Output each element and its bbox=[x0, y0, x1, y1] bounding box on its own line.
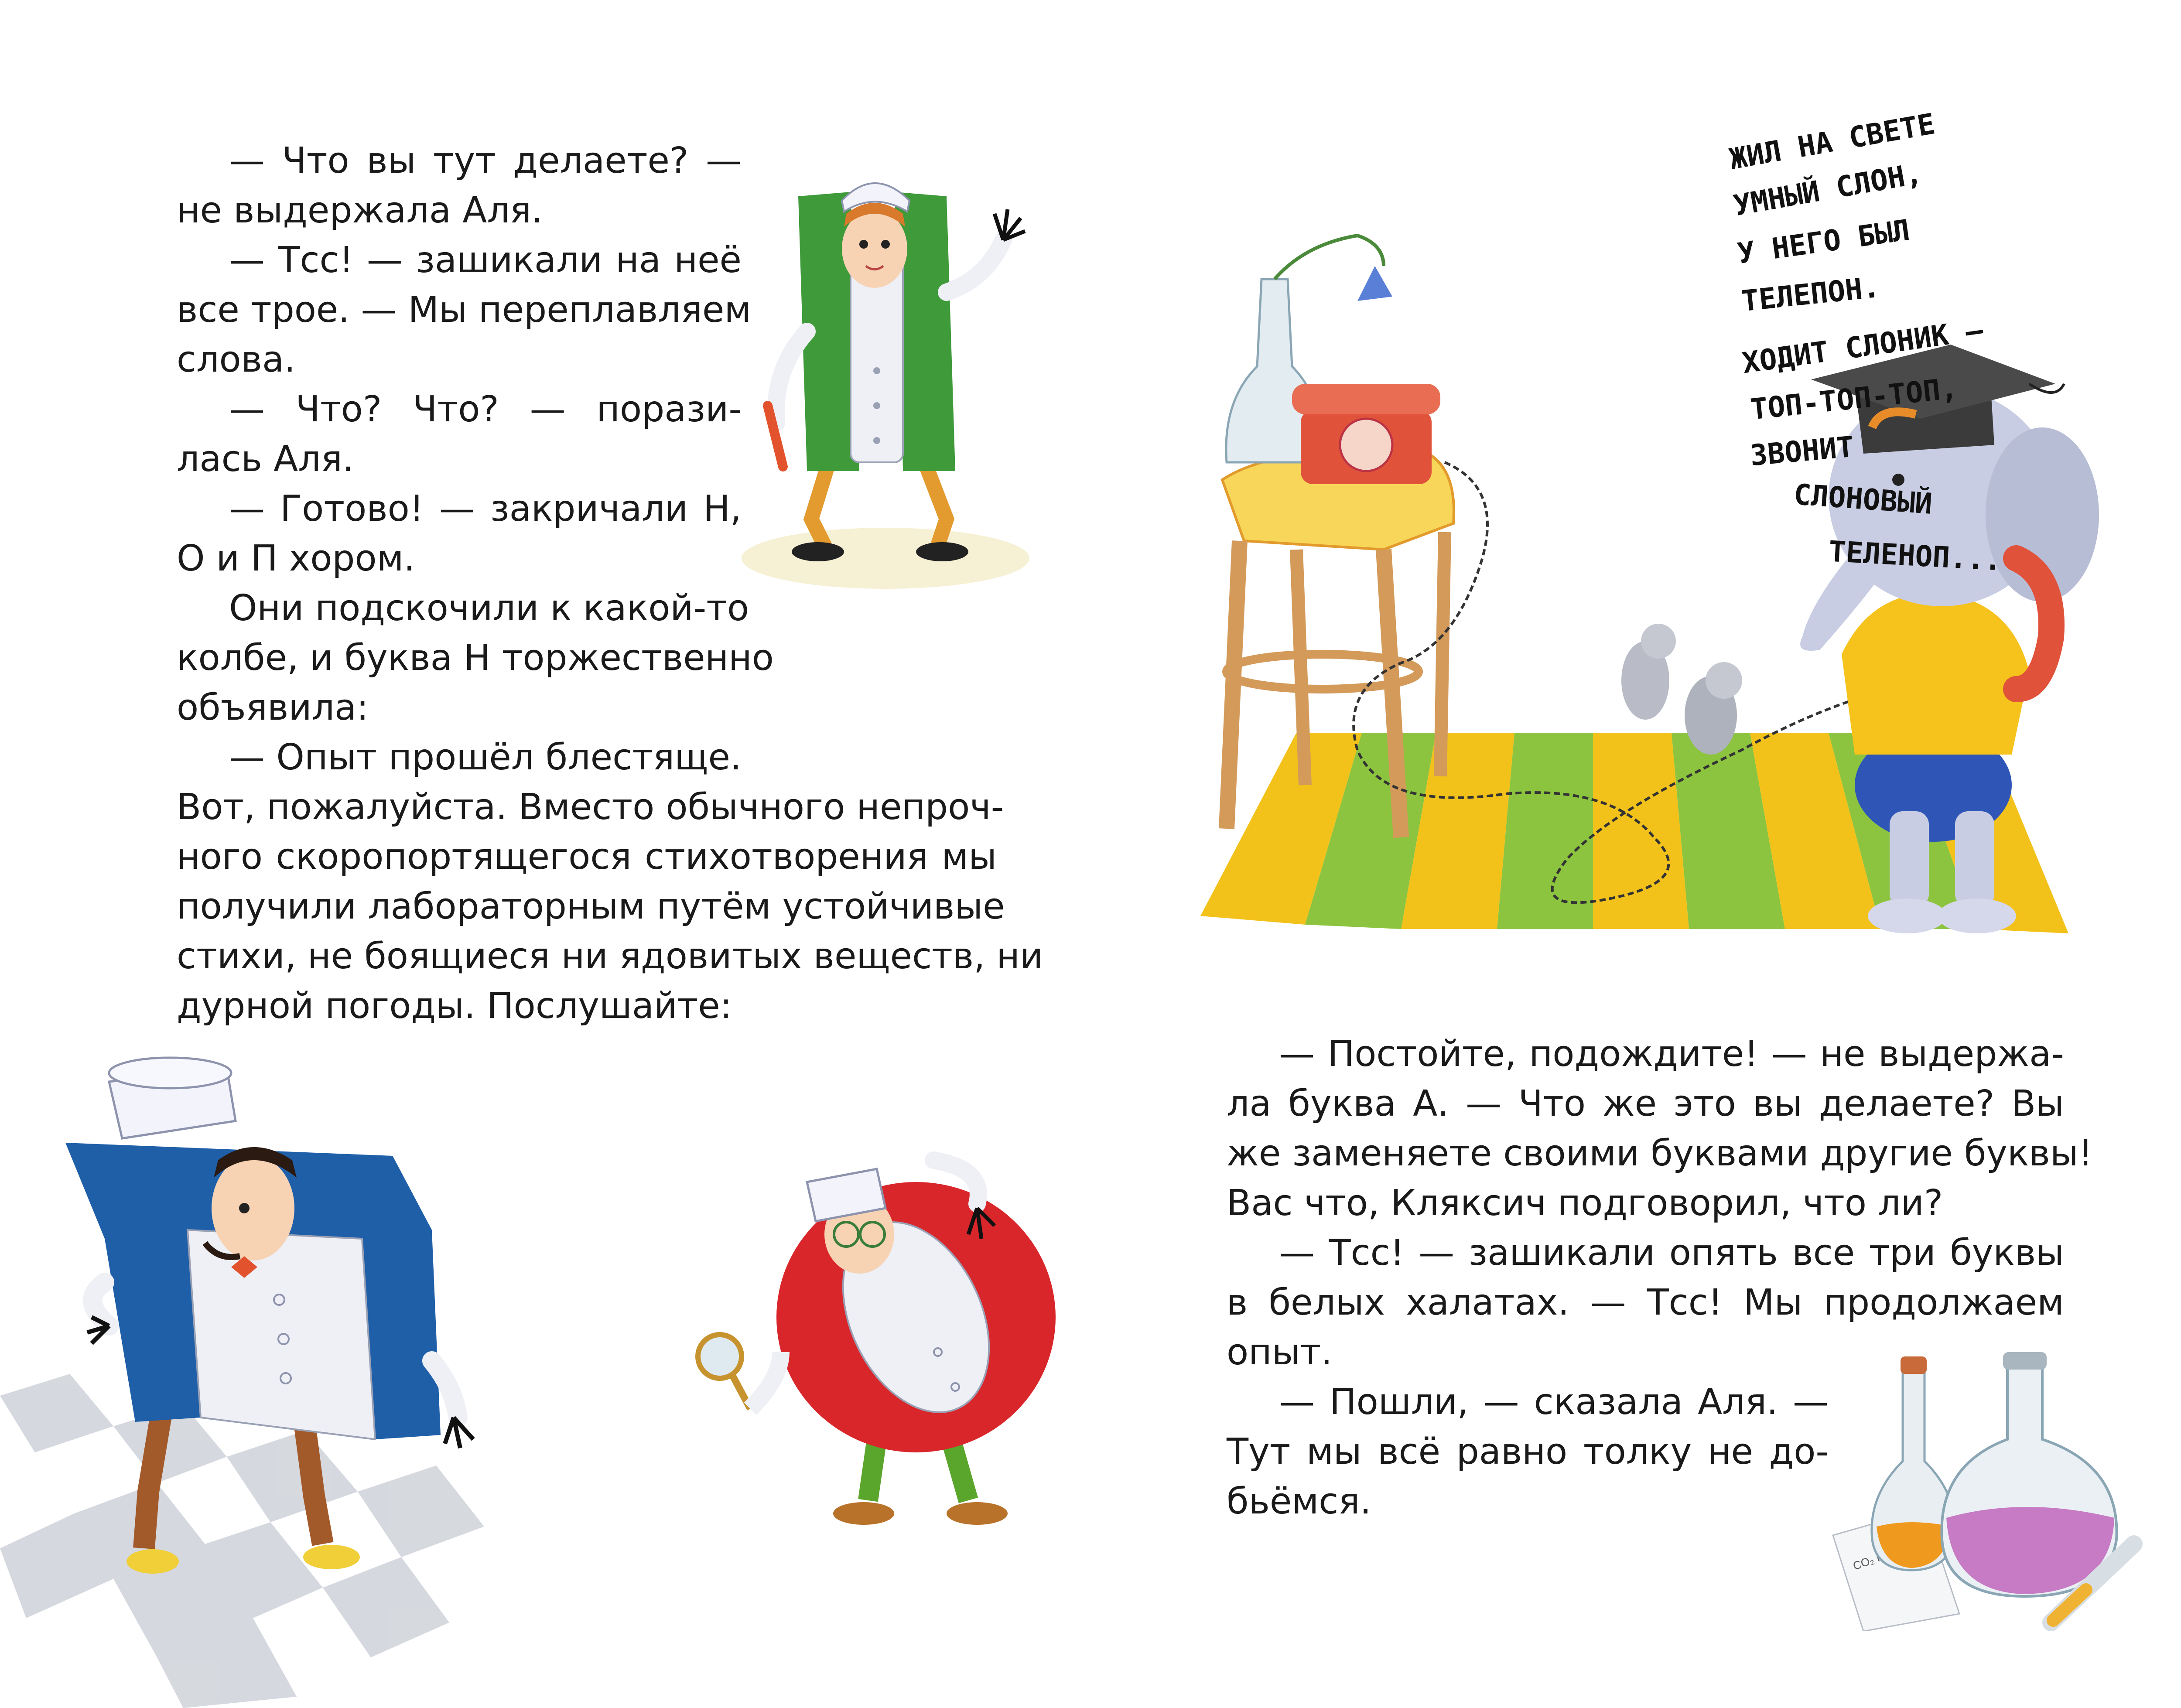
text-line: получили лабораторным путём устойчивые bbox=[177, 886, 1005, 927]
formula-note: CO₂ bbox=[1851, 1553, 1876, 1573]
right-text-bottom bbox=[1227, 1029, 2093, 1377]
text-line: Вот, пожалуйста. Вместо обычного непроч- bbox=[177, 786, 1004, 828]
letter-o-illustration bbox=[672, 1134, 1108, 1548]
text-line: слова. bbox=[177, 339, 296, 380]
text-line: Тут мы всё равно толку не до- bbox=[1227, 1431, 1829, 1472]
poem-line: ЗВОНИТ bbox=[1749, 430, 1856, 473]
text-line: — Что? Что? — порази- bbox=[229, 389, 742, 430]
right-page bbox=[1100, 0, 2181, 1708]
poem-line: ХОДИТ СЛОНИК — bbox=[1740, 313, 1985, 380]
text-line: дурной погоды. Послушайте: bbox=[177, 985, 732, 1027]
text-line: Вас что, Кляксич подговорил, что ли? bbox=[1227, 1182, 1943, 1224]
text-line: — Что вы тут делаете? — bbox=[229, 140, 742, 181]
right-text-last bbox=[1227, 1377, 1829, 1527]
text-line: — Тсс! — зашикали на неё bbox=[229, 239, 742, 281]
left-text-top bbox=[177, 136, 774, 782]
text-line: же заменяете своими буквами другие буквы! bbox=[1227, 1133, 2093, 1174]
text-line: не выдержала Аля. bbox=[177, 190, 543, 231]
poem-line: У НЕГО БЫЛ bbox=[1735, 213, 1912, 271]
text-line: бьёмся. bbox=[1227, 1481, 1371, 1522]
text-line: — Пошли, — сказала Аля. — bbox=[1279, 1381, 1829, 1423]
text-line: все трое. — Мы переплавляем bbox=[177, 289, 752, 331]
poem-line: СЛОНОВЫЙ bbox=[1792, 478, 1934, 521]
text-line: — Постойте, подождите! — не выдержа- bbox=[1279, 1033, 2064, 1075]
text-line: колбе, и буква Н торжественно bbox=[177, 637, 774, 679]
poem-line: ТОП-ТОП-ТОП, bbox=[1749, 371, 1959, 427]
poem-line: ЖИЛ НА СВЕТЕ bbox=[1726, 107, 1938, 176]
text-line: опыт. bbox=[1227, 1332, 1333, 1373]
text-line: лась Аля. bbox=[177, 438, 354, 480]
left-text-wide bbox=[177, 782, 1043, 1031]
poem-line: УМНЫЙ СЛОН, bbox=[1731, 156, 1925, 223]
text-line: объявила: bbox=[177, 687, 369, 728]
text-line: — Опыт прошёл блестяще. bbox=[229, 737, 742, 778]
text-line: О и П хором. bbox=[177, 538, 415, 579]
poem-line: ТЕЛЕПОН. bbox=[1740, 270, 1881, 318]
text-line: ла буква А. — Что же это вы делаете? Вы bbox=[1227, 1083, 2064, 1124]
elephant-poem bbox=[1532, 107, 2055, 628]
text-line: ного скоропортящегося стихотворения мы bbox=[177, 836, 997, 878]
letter-p-illustration bbox=[0, 1056, 576, 1708]
flasks-illustration bbox=[1815, 1352, 2164, 1631]
text-line: — Тсс! — зашикали опять все три буквы bbox=[1279, 1232, 2064, 1274]
text-line: — Готово! — закричали Н, bbox=[229, 488, 742, 529]
text-line: стихи, не боящиеся ни ядовитых веществ, ни bbox=[177, 936, 1043, 977]
poem-line: ТЕЛЕНОП... bbox=[1828, 534, 2003, 577]
text-line: Они подскочили к какой-то bbox=[229, 588, 749, 629]
text-line: в белых халатах. — Тсс! Мы продолжаем bbox=[1227, 1282, 2064, 1323]
letter-n-illustration bbox=[742, 126, 1073, 602]
